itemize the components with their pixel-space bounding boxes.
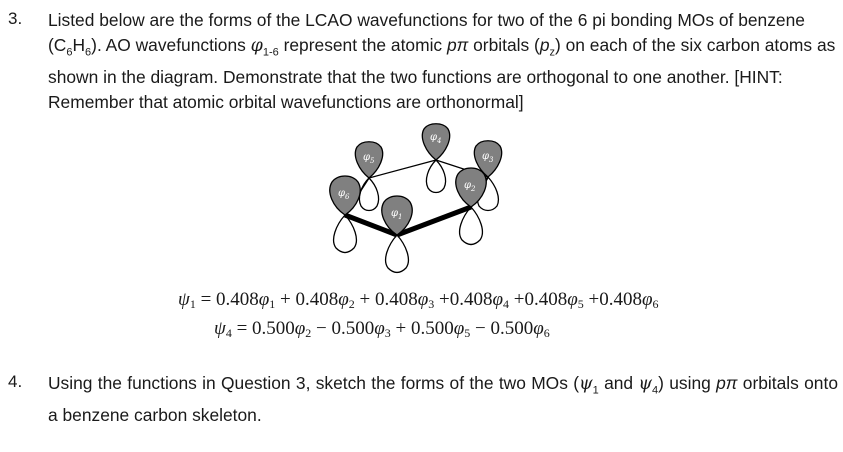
benzene-p-orbital-diagram — [318, 122, 528, 276]
orbital-label-2: $\varphi_2$ — [464, 180, 476, 193]
orbital-4-bottom-lobe — [426, 160, 445, 193]
psi1-equation: $\psi_1 = 0.408\varphi_1 + 0.408\varphi_2 + 0.408\varphi_3 +0.408\varphi_4 +0.408\varphi_5 +0.408\varphi_6$ — [178, 289, 659, 311]
orbital-1-bottom-lobe — [386, 235, 409, 273]
question-3-text: Listed below are the forms of the LCAO wavefunctions for two of the 6 pi bonding MOs of benzene $(C_6H_6)$. AO wavefunctions $\varphi_{1-6}$ represent the atomic pπ orbitals $(p_z)$ on each of the six carbon atoms as shown in the diagram. Demonstrate that the two functions are orthogonal to one another. [HINT: Remember that atomic orbital wavefunctions are orthonormal] — [48, 10, 836, 113]
orbital-label-4: $\varphi_4$ — [430, 132, 442, 145]
orbital-5-bottom-lobe — [359, 178, 378, 211]
orbital-label-1: $\varphi_1$ — [391, 208, 403, 221]
orbital-label-3: $\varphi_3$ — [482, 151, 494, 164]
orbital-label-5: $\varphi_5$ — [363, 152, 375, 165]
question-4-text: Using the functions in Question 3, sketch the forms of the two MOs ($\psi_1$ and $\psi_4$) using pπ orbitals onto a benzene carbon skeleton. — [48, 373, 838, 426]
question-3-number: 3. — [8, 9, 23, 28]
psi4-equation: $\psi_4 = 0.500\varphi_2 - 0.500\varphi_3 + 0.500\varphi_5 - 0.500\varphi_6$ — [214, 318, 550, 340]
orbital-label-6: $\varphi_6$ — [338, 188, 350, 201]
question-4-number: 4. — [8, 372, 23, 391]
